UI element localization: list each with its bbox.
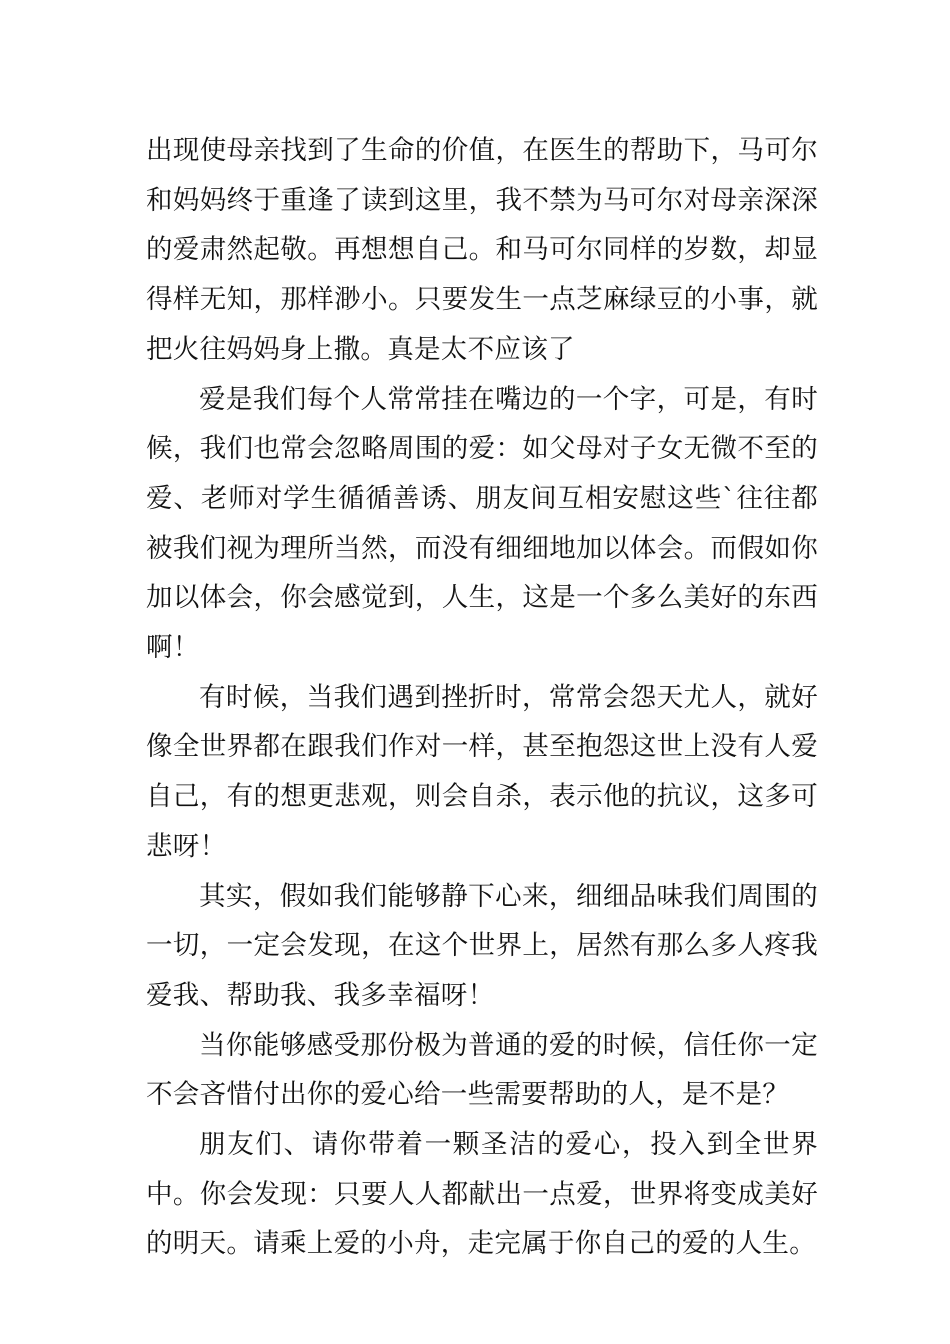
- paragraph: 朋友们、请你带着一颗圣洁的爱心，投入到全世界中。你会发现：只要人人都献出一点爱，世界将变成美好的明天。请乘上爱的小舟，走完属于你自己的爱的人生。: [146, 1129, 818, 1260]
- paragraph: 当你能够感受那份极为普通的爱的时候，信任你一定不会吝惜付出你的爱心给一些需要帮助的人，是不是？: [146, 1029, 818, 1111]
- document-body: [146, 126, 818, 1269]
- paragraph: 有时候，当我们遇到挫折时，常常会怨天尤人，就好像全世界都在跟我们作对一样，甚至抱怨这世上没有人爱自己，有的想更悲观，则会自杀，表示他的抗议，这多可悲呀！: [146, 681, 818, 862]
- paragraph-continuation: 出现使母亲找到了生命的价值，在医生的帮助下，马可尔和妈妈终于重逢了读到这里，我不禁为马可尔对母亲深深的爱肃然起敬。再想想自己。和马可尔同样的岁数，却显得样无知，那样渺小。只要发生一点芝麻绿豆的小事，就把火往妈妈身上撒。真是太不应该了: [146, 135, 818, 365]
- paragraph: 爱是我们每个人常常挂在嘴边的一个字，可是，有时候，我们也常会忽略周围的爱：如父母对子女无微不至的爱、老师对学生循循善诱、朋友间互相安慰这些`往往都被我们视为理所当然，而没有细细地加以体会。而假如你加以体会，你会感觉到，人生，这是一个多么美好的东西啊！: [146, 383, 818, 664]
- paragraph: 其实，假如我们能够静下心来，细细品味我们周围的一切，一定会发现，在这个世界上，居然有那么多人疼我爱我、帮助我、我多幸福呀！: [146, 880, 818, 1011]
